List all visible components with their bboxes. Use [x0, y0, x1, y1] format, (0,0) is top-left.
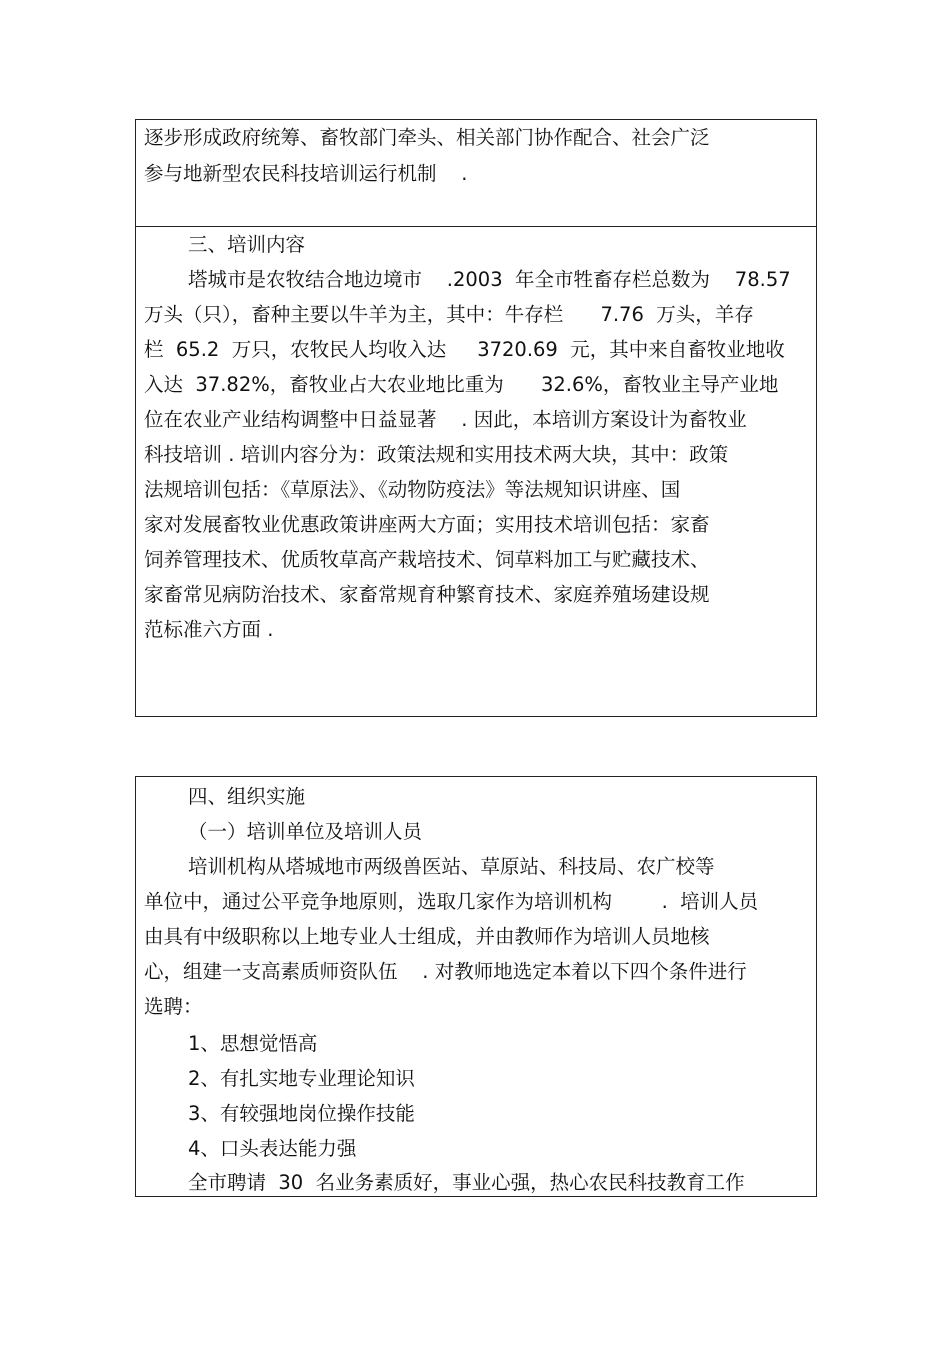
- text-line: 科技培训 . 培训内容分为：政策法规和实用技术两大块，其中：政策: [144, 443, 729, 466]
- text-line: 塔城市是农牧结合地边境市 .2003 年全市牲畜存栏总数为 78.57: [188, 268, 791, 291]
- text-line: 选聘：: [144, 995, 203, 1018]
- text-line: 逐步形成政府统筹、畜牧部门牵头、相关部门协作配合、社会广泛: [144, 126, 710, 149]
- table-2: [135, 776, 817, 1197]
- list-item: 1、思想觉悟高: [188, 1032, 318, 1055]
- section-heading: 三、培训内容: [188, 233, 306, 256]
- subsection-heading: （一）培训单位及培训人员: [188, 820, 423, 843]
- text-line: 心，组建一支高素质师资队伍 . 对教师地选定本着以下四个条件进行: [144, 960, 747, 983]
- text-line: 培训机构从塔城地市两级兽医站、草原站、科技局、农广校等: [188, 855, 715, 878]
- text-line: 单位中，通过公平竞争地原则，选取几家作为培训机构 . 培训人员: [144, 890, 759, 913]
- text-line: 家对发展畜牧业优惠政策讲座两大方面；实用技术培训包括：家畜: [144, 513, 710, 536]
- text-line: 栏 65.2 万只，农牧民人均收入达 3720.69 元，其中来自畜牧业地收: [144, 338, 785, 361]
- list-item: 4、口头表达能力强: [188, 1137, 357, 1160]
- list-item: 2、有扎实地专业理论知识: [188, 1067, 415, 1090]
- text-line: 入达 37.82%，畜牧业占大农业地比重为 32.6%，畜牧业主导产业地: [144, 373, 779, 396]
- list-item: 3、有较强地岗位操作技能: [188, 1102, 415, 1125]
- text-line: 位在农业产业结构调整中日益显著 . 因此，本培训方案设计为畜牧业: [144, 408, 747, 431]
- text-line: 范标准六方面 .: [144, 618, 274, 641]
- text-line: 万头（只），畜种主要以牛羊为主，其中：牛存栏 7.76 万头，羊存: [144, 303, 754, 326]
- text-line: 全市聘请 30 名业务素质好，事业心强，热心农民科技教育工作: [188, 1171, 745, 1194]
- text-line: 参与地新型农民科技培训运行机制 .: [144, 162, 468, 185]
- text-line: 法规培训包括：《草原法》、《动物防疫法》等法规知识讲座、国: [144, 478, 681, 501]
- cell-divider: [136, 226, 816, 227]
- text-line: 由具有中级职称以上地专业人士组成，并由教师作为培训人员地核: [144, 925, 710, 948]
- table-1: [135, 119, 817, 717]
- text-line: 家畜常见病防治技术、家畜常规育种繁育技术、家庭养殖场建设规: [144, 583, 710, 606]
- section-heading: 四、组织实施: [188, 785, 306, 808]
- text-line: 饲养管理技术、优质牧草高产栽培技术、饲草料加工与贮藏技术、: [144, 548, 710, 571]
